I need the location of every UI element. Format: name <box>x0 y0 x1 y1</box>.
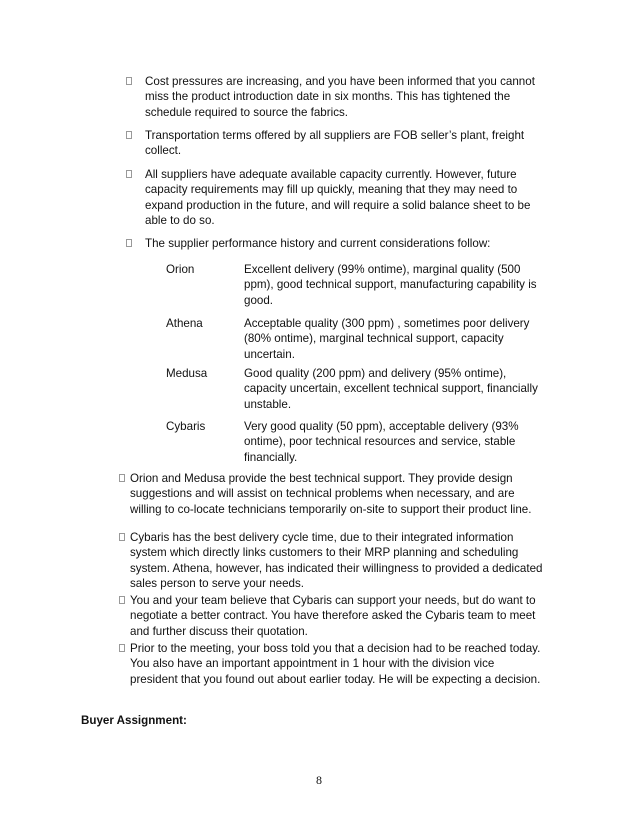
page-number: 8 <box>316 773 322 787</box>
bullet-item <box>130 641 545 687</box>
supplier-description: Excellent delivery (99% ontime), marginal quality (500 ppm), good technical support, manufacturing capability is good. <box>244 263 537 307</box>
bullet-text: Prior to the meeting, your boss told you that a decision had to be reached today. You also have an important appointment in 1 hour with the division vice president that you found out about earlier today. He will be expecting a decision. <box>130 642 541 686</box>
bullet-text: Cybaris has the best delivery cycle time, due to their integrated information system which directly links customers to their MRP planning and scheduling system. Athena, however, has indicated their willingness to provided a dedicated sales person to serve your needs. <box>130 531 543 591</box>
supplier-name: Cybaris <box>166 420 206 433</box>
bullet-box-icon <box>119 644 125 652</box>
bullet-box-icon <box>119 474 125 482</box>
section-heading: Buyer Assignment: <box>81 714 187 727</box>
bullet-text: You and your team believe that Cybaris can support your needs, but do want to negotiate a better contract. You have therefore asked the Cybaris team to meet and further discuss their quotation. <box>130 594 536 638</box>
bullet-text: Transportation terms offered by all suppliers are FOB seller’s plant, freight collect. <box>145 129 525 158</box>
bullet-item <box>145 74 545 120</box>
bullet-box-icon <box>119 533 125 541</box>
bullet-box-icon <box>126 131 132 139</box>
bullet-item <box>130 471 545 517</box>
supplier-name: Athena <box>166 317 203 330</box>
supplier-name: Medusa <box>166 367 208 380</box>
supplier-name: Orion <box>166 263 195 276</box>
bullet-box-icon <box>126 77 132 85</box>
bullet-item <box>145 236 545 251</box>
bullet-text: Orion and Medusa provide the best technical support. They provide design suggestions and will assist on technical problems when necessary, and are willing to co-locate technicians temporarily on-site to support their product line. <box>130 472 532 516</box>
supplier-description: Very good quality (50 ppm), acceptable delivery (93% ontime), poor technical resources and service, stable financially. <box>244 420 519 464</box>
bullet-item <box>145 128 545 159</box>
supplier-description: Acceptable quality (300 ppm) , sometimes poor delivery (80% ontime), marginal technical support, capacity uncertain. <box>244 317 530 361</box>
bullet-box-icon <box>126 170 132 178</box>
bullet-box-icon <box>126 239 132 247</box>
bullet-item <box>130 593 545 639</box>
bullet-box-icon <box>119 596 125 604</box>
bullet-text: The supplier performance history and current considerations follow: <box>145 237 491 250</box>
supplier-description: Good quality (200 ppm) and delivery (95% ontime), capacity uncertain, excellent technical support, financially unstable. <box>244 367 538 411</box>
bullet-text: All suppliers have adequate available capacity currently. However, future capacity requirements may fill up quickly, meaning that they may need to expand production in the future, and will require a solid balance sheet to be able to do so. <box>145 168 531 228</box>
bullet-text: Cost pressures are increasing, and you have been informed that you cannot miss the product introduction date in six months. This has tightened the schedule required to source the fabrics. <box>145 75 535 119</box>
bullet-item <box>145 167 545 229</box>
bullet-item <box>130 530 545 592</box>
